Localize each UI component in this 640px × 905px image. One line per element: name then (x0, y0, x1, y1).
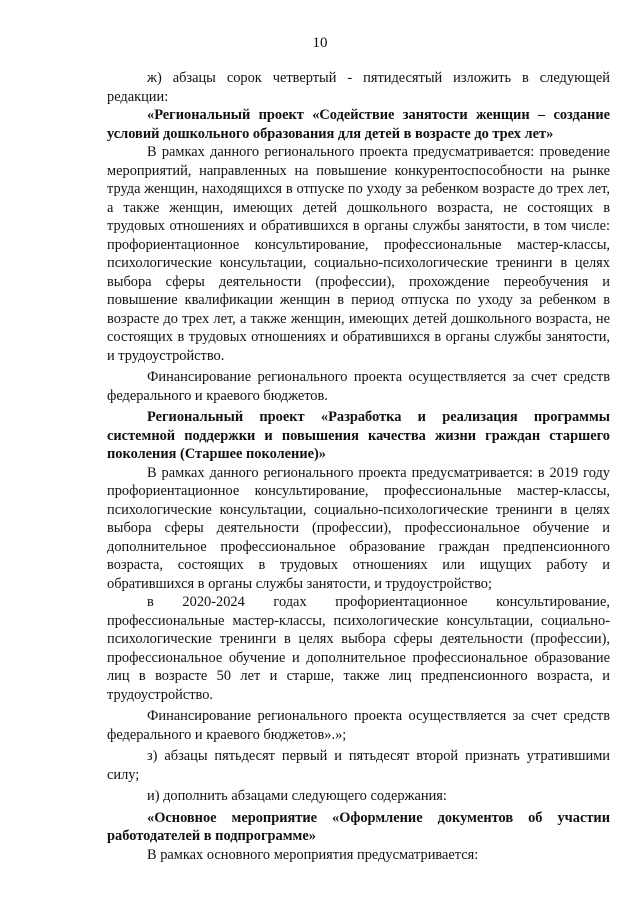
paragraph-item-z: з) абзацы пятьдесят первый и пятьдесят второй признать утратившими силу; (107, 748, 610, 783)
paragraph-women-employment-description: В рамках данного регионального проекта предусматривается: проведение мероприятий, направленных на повышение конкурентоспособности на рынке труда женщин, находящихся в отпуске по уходу за ребенком возрасте до трех лет, а также женщин, имеющих детей дошкольного возраста, не состоящих в трудовых отношениях и обратившихся в органы службы занятости, в том числе: профориентационное консультирование, профессиональные мастер-классы, психологические консультации, социально-психологические тренинги в целях выбора сферы деятельности (профессии), прохождение переобучения и повышение квалификации женщин в период отпуска по уходу за ребенком в возрасте до трех лет, а также женщин, имеющих детей дошкольного возраста, не состоящих в трудовых отношениях и обратившихся в органы службы занятости, и трудоустройство. (107, 144, 610, 364)
heading-main-measure-documents: «Основное мероприятие «Оформление документов об участии работодателей в подпрограмме» (107, 809, 610, 844)
paragraph-senior-project-2019: В рамках данного регионального проекта предусматривается: в 2019 году профориентационное консультирование, профессиональные мастер-классы, психологические консультации, социально-психологические тренинги в целях выбора сферы деятельности (профессии), профессиональное обучение и дополнительное профессиональное образование граждан предпенсионного возраста, состоящих в трудовых отношениях или ищущих работу и обратившихся в органы службы занятости, и трудоустройство; (107, 464, 610, 592)
paragraph-item-i: и) дополнить абзацами следующего содержания: (147, 788, 447, 804)
heading-women-employment-project: «Региональный проект «Содействие занятости женщин – создание условий дошкольного образования для детей в возрасте до трех лет» (107, 107, 610, 142)
paragraph-women-project-funding: Финансирование регионального проекта осуществляется за счет средств федерального и краевого бюджетов. (107, 369, 610, 404)
page-number: 10 (312, 35, 328, 51)
paragraph-main-measure-intro: В рамках основного мероприятия предусматривается: (147, 846, 479, 863)
heading-senior-generation-project: Региональный проект «Разработка и реализация программы системной поддержки и повышения качества жизни граждан старшего поколения (Старшее поколение)» (107, 409, 610, 462)
paragraph-item-zh: ж) абзацы сорок четвертый - пятидесятый изложить в следующей редакции: (107, 70, 610, 105)
document-body (107, 69, 610, 864)
paragraph-senior-project-funding: Финансирование регионального проекта осуществляется за счет средств федерального и краевого бюджетов».»; (107, 708, 610, 743)
paragraph-senior-project-2020-2024: в 2020-2024 годах профориентационное консультирование, профессиональные мастер-классы, психологические консультации, социально-психологические тренинги в целях выбора сферы деятельности (профессии), профессиональное обучение и дополнительное профессиональное образование лиц в возрасте 50 лет и старше, также лиц предпенсионного возраста, и трудоустройство. (107, 594, 610, 703)
